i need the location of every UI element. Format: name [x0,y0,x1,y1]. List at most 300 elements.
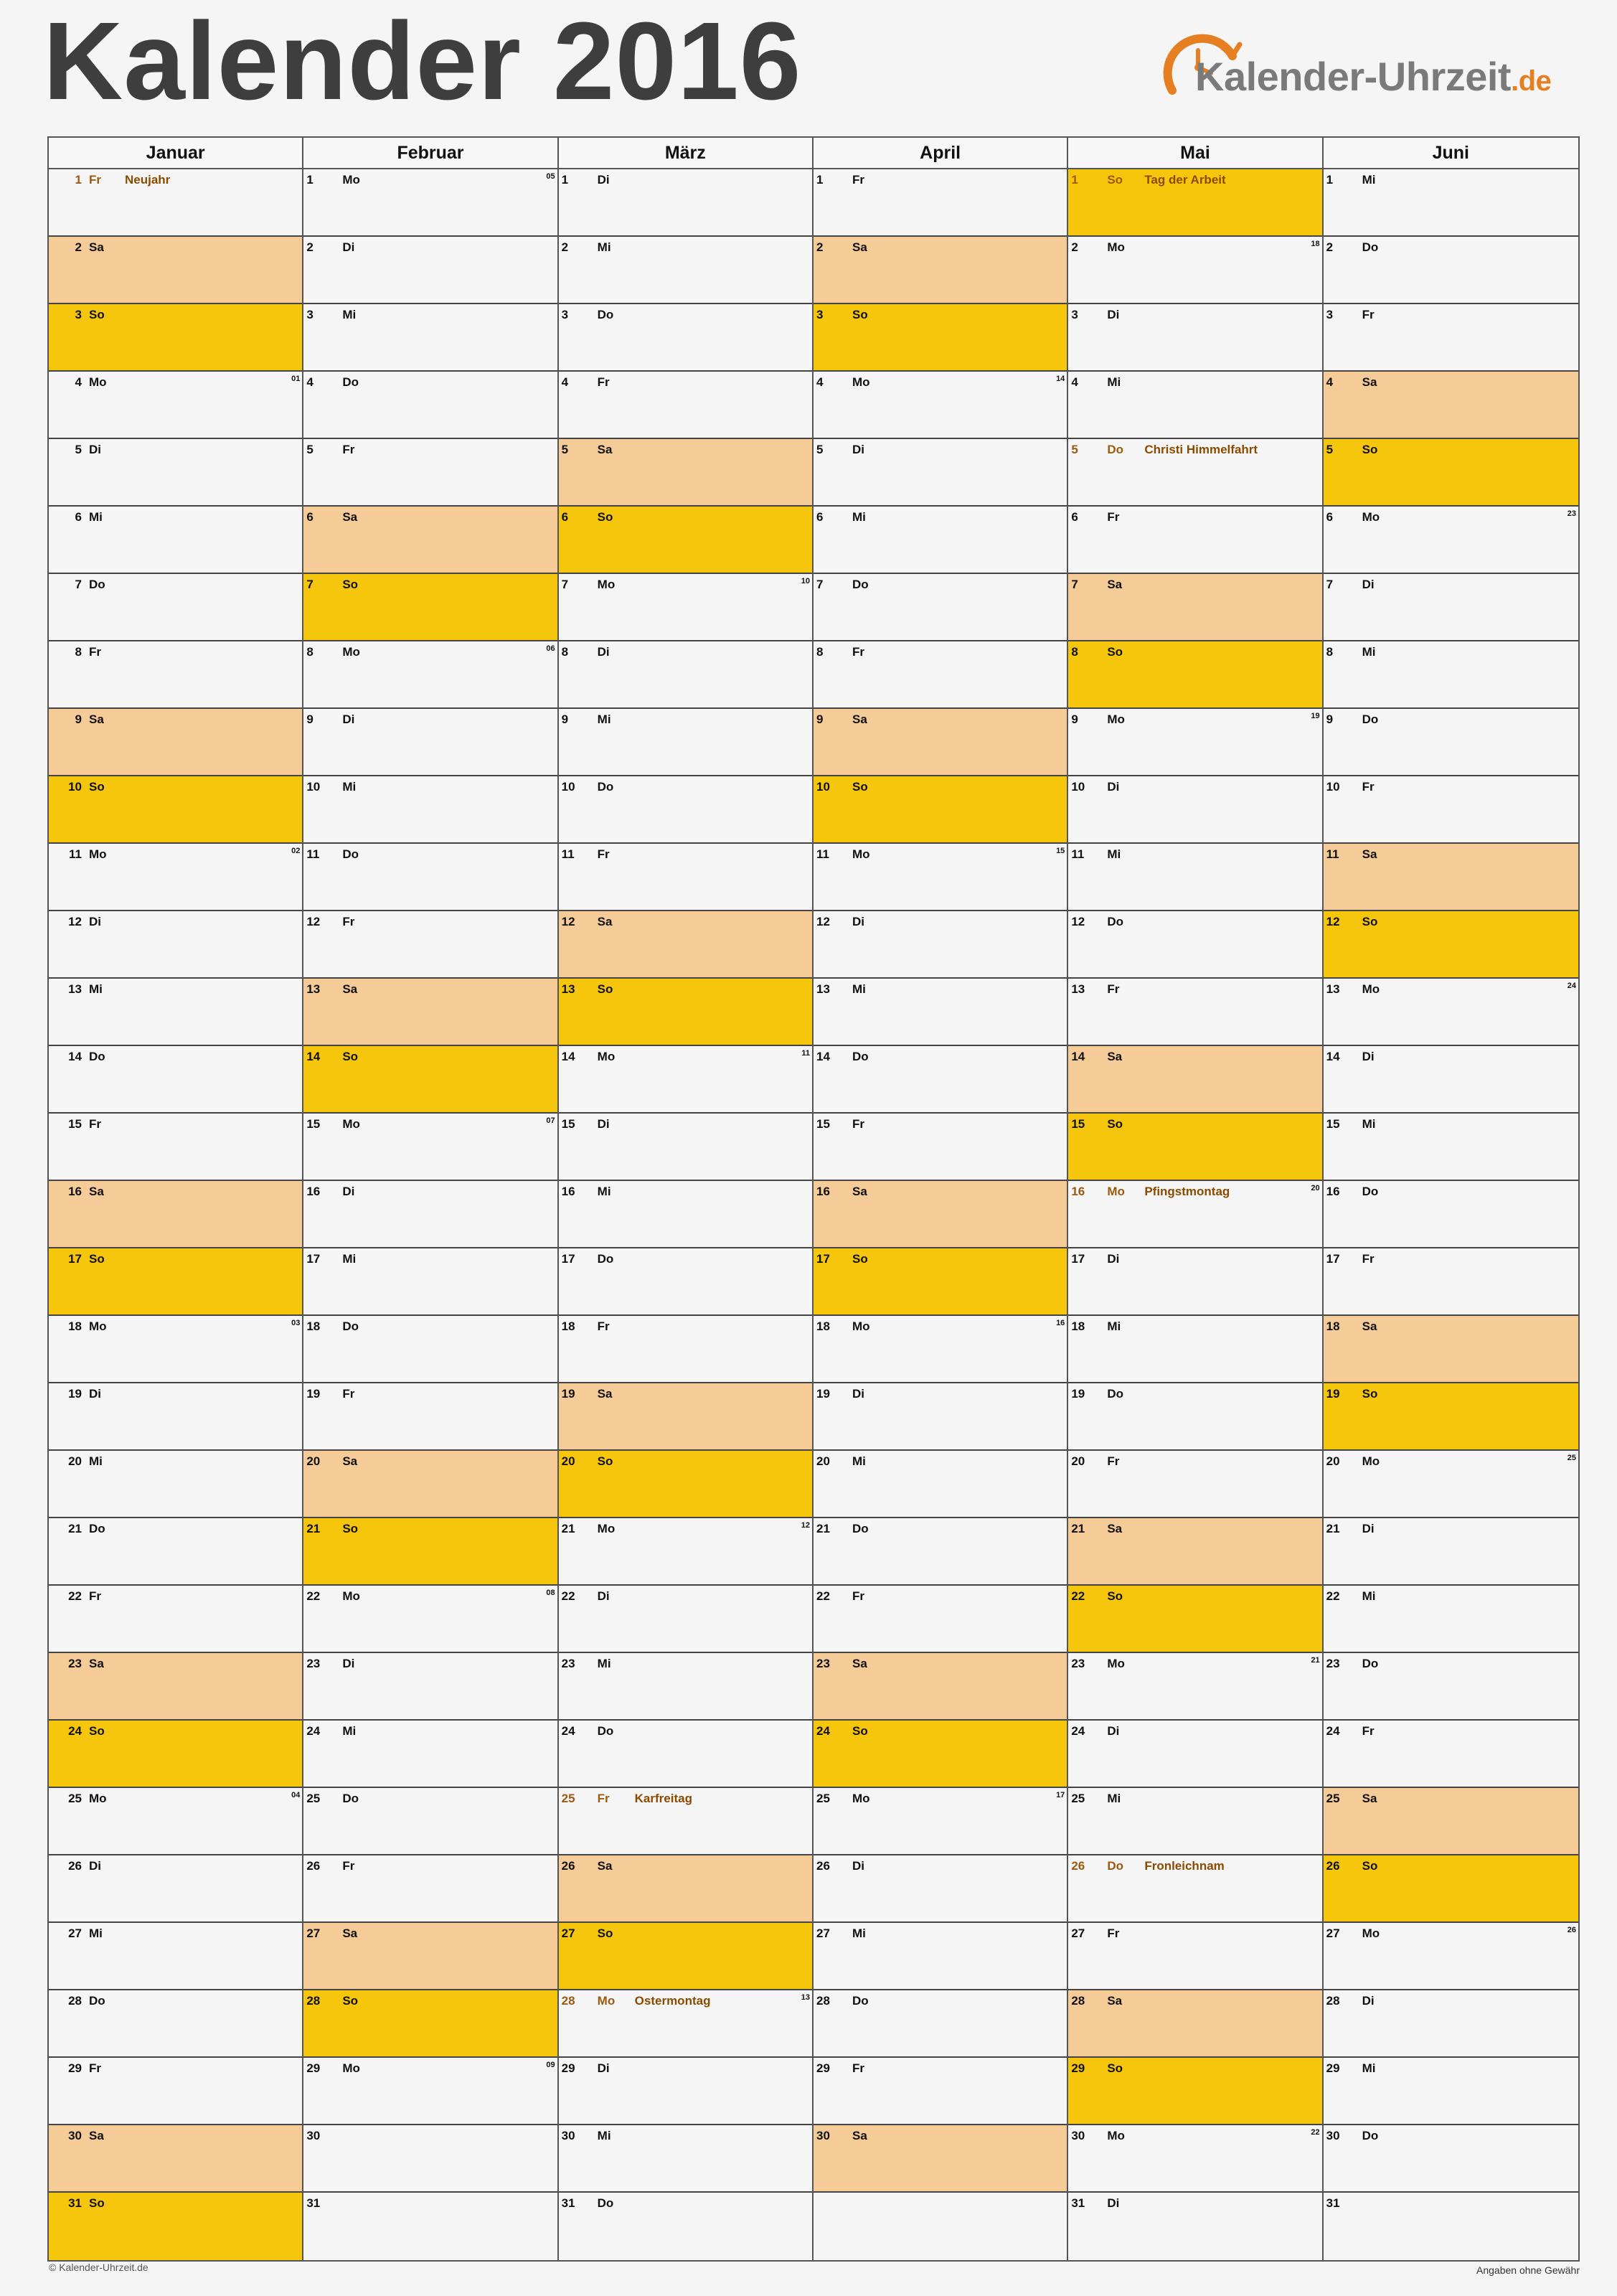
day-number: 13 [1326,982,1340,996]
day-cell [1068,911,1321,979]
day-number: 30 [561,2129,575,2142]
day-cell [1324,372,1578,439]
day-cell [49,844,302,911]
day-cell [559,2125,812,2193]
day-number: 22 [816,1589,830,1603]
day-cell [49,237,302,304]
weekday: Mi [1107,1319,1121,1333]
day-number: 11 [1071,847,1085,861]
day-cell [559,1114,812,1181]
week-number: 01 [291,375,301,383]
weekday: Di [89,1859,101,1873]
page-title: Kalender 2016 [43,0,802,123]
day-cell [49,1586,302,1653]
day-cell [814,1855,1067,1923]
day-cell [1068,1181,1321,1248]
day-cell [49,641,302,709]
day-cell [559,911,812,979]
weekday: Mi [852,1454,866,1468]
weekday: Fr [1362,780,1375,794]
day-cell [559,641,812,709]
weekday: Mo [597,1050,616,1063]
weekday: Fr [1362,308,1375,321]
day-cell [559,1248,812,1316]
day-number: 15 [1326,1117,1340,1131]
day-cell [49,1855,302,1923]
day-number: 19 [816,1387,830,1401]
weekday: Do [1107,1387,1123,1401]
week-number: 10 [801,577,810,585]
day-number: 8 [1326,645,1334,659]
month-column [1324,169,1578,2260]
day-cell [1324,574,1578,641]
weekday: Fr [89,2061,101,2075]
day-cell [303,1451,557,1518]
day-cell [303,237,557,304]
weekday: Di [597,2061,610,2075]
weekday: Sa [597,443,613,456]
weekday: So [852,308,868,321]
weekday: Do [1362,240,1379,254]
day-cell [1068,1046,1321,1114]
day-cell [1068,1990,1321,2058]
month-header: Januar [49,138,303,169]
day-cell [814,1788,1067,1855]
day-cell [559,1721,812,1788]
day-cell [814,169,1067,237]
weekday: Sa [89,1185,104,1198]
day-cell [303,169,557,237]
day-number: 30 [68,2129,82,2142]
weekday: Di [1107,308,1120,321]
weekday: Mo [852,847,870,861]
day-number: 2 [306,240,314,254]
weekday: Fr [597,1319,610,1333]
day-number: 9 [75,712,82,726]
week-number: 23 [1567,509,1576,518]
weekday: Fr [597,1792,610,1805]
day-cell [559,979,812,1046]
weekday: Mo [342,645,360,659]
day-cell [1324,2058,1578,2125]
day-cell [814,2193,1067,2260]
weekday: So [852,1724,868,1738]
day-number: 16 [306,1185,321,1198]
day-cell [1068,641,1321,709]
weekday: Mi [1362,1589,1376,1603]
weekday: Fr [342,915,355,928]
weekday: Mo [852,375,870,389]
day-cell [559,1923,812,1990]
day-number: 7 [1326,578,1334,591]
weekday: Mi [89,1454,103,1468]
weekday: So [89,308,105,321]
day-cell [49,709,302,776]
day-cell [814,1451,1067,1518]
weekday: Do [597,780,614,794]
day-number: 5 [75,443,82,456]
day-number: 21 [561,1522,575,1535]
weekday: Fr [89,1117,101,1131]
day-cell [559,304,812,372]
day-number: 30 [1071,2129,1085,2142]
day-cell [814,1653,1067,1721]
weekday: Do [852,1994,869,2008]
day-number: 16 [561,1185,575,1198]
day-cell [559,1383,812,1451]
weekday: Mo [1107,712,1125,726]
weekday: Di [1362,1522,1375,1535]
day-cell [49,169,302,237]
holiday-label: Pfingstmontag [1144,1185,1230,1198]
disclaimer: Angaben ohne Gewähr [1476,2264,1580,2276]
weekday: Sa [1362,1319,1377,1333]
day-cell [1324,237,1578,304]
day-number: 4 [75,375,82,389]
weekday: Sa [89,2129,104,2142]
day-number: 20 [68,1454,82,1468]
logo [1148,16,1578,113]
weekday: Di [1362,1050,1375,1063]
week-number: 22 [1311,2128,1320,2137]
day-number: 19 [1326,1387,1340,1401]
day-number: 9 [306,712,314,726]
day-cell [49,574,302,641]
day-cell [303,1046,557,1114]
holiday-label: Karfreitag [634,1792,692,1805]
day-number: 24 [561,1724,575,1738]
weekday: Mo [1362,1454,1380,1468]
day-cell [303,304,557,372]
day-cell [1068,2193,1321,2260]
month-column [49,169,303,2260]
weekday: Mo [1362,510,1380,524]
day-cell [1324,844,1578,911]
day-cell [1068,169,1321,237]
weekday: Mo [342,1589,360,1603]
day-number: 24 [1326,1724,1340,1738]
day-number: 8 [561,645,569,659]
weekday: Mo [89,375,107,389]
weekday: So [1362,1387,1378,1401]
weekday: Sa [1107,1050,1123,1063]
weekday: Di [852,1859,864,1873]
weekday: Sa [1362,375,1377,389]
month-column [1068,169,1323,2260]
day-number: 18 [561,1319,575,1333]
day-number: 23 [561,1657,575,1670]
day-number: 29 [1326,2061,1340,2075]
day-number: 21 [68,1522,82,1535]
day-cell [814,1383,1067,1451]
weekday: Mo [89,1319,107,1333]
weekday: So [597,1926,613,1940]
day-number: 14 [306,1050,321,1063]
day-number: 23 [1071,1657,1085,1670]
day-cell [559,507,812,574]
weekday: Sa [89,712,104,726]
weekday: Sa [852,712,867,726]
day-cell [814,1518,1067,1586]
weekday: So [1107,173,1123,187]
day-cell [814,507,1067,574]
day-cell [49,1990,302,2058]
day-cell [1068,237,1321,304]
day-cell [559,1788,812,1855]
day-cell [1324,1788,1578,1855]
day-cell [559,776,812,844]
weekday: Fr [597,375,610,389]
day-cell [1324,979,1578,1046]
weekday: So [597,1454,613,1468]
day-cell [303,641,557,709]
day-number: 2 [1071,240,1078,254]
day-number: 5 [306,443,314,456]
day-cell [1324,1855,1578,1923]
day-cell [303,709,557,776]
weekday: Do [89,1994,105,2008]
day-number: 25 [561,1792,575,1805]
week-number: 14 [1056,375,1065,383]
day-number: 19 [68,1387,82,1401]
day-cell [303,979,557,1046]
day-cell [1068,1923,1321,1990]
holiday-label: Fronleichnam [1144,1859,1225,1873]
day-cell [559,237,812,304]
day-cell [814,844,1067,911]
day-cell [1324,911,1578,979]
day-number: 19 [1071,1387,1085,1401]
day-cell [49,507,302,574]
day-cell [814,1586,1067,1653]
logo-tld: .de [1511,65,1552,97]
weekday: Di [1107,2196,1120,2210]
day-number: 8 [75,645,82,659]
weekday: Do [597,2196,614,2210]
weekday: Fr [1107,510,1120,524]
weekday: So [342,1994,359,2008]
day-cell [1068,372,1321,439]
day-cell [303,1586,557,1653]
day-cell [49,2125,302,2193]
day-cell [49,776,302,844]
day-number: 1 [306,173,314,187]
holiday-label: Christi Himmelfahrt [1144,443,1258,456]
day-cell [49,372,302,439]
day-number: 13 [561,982,575,996]
week-number: 18 [1311,240,1320,248]
weekday: Fr [89,645,101,659]
holiday-label: Tag der Arbeit [1144,173,1226,187]
weekday: Di [342,1185,355,1198]
weekday: Sa [89,1657,104,1670]
day-number: 5 [1071,443,1078,456]
day-number: 12 [1071,915,1085,928]
day-number: 6 [1071,510,1078,524]
weekday: So [89,780,105,794]
day-number: 27 [561,1926,575,1940]
week-number: 02 [291,847,301,855]
day-number: 23 [816,1657,830,1670]
day-number: 30 [1326,2129,1340,2142]
month-header-row [49,138,1578,169]
day-cell [49,2193,302,2260]
day-number: 22 [68,1589,82,1603]
day-number: 19 [306,1387,321,1401]
day-number: 29 [306,2061,321,2075]
day-number: 3 [1071,308,1078,321]
day-number: 20 [1071,1454,1085,1468]
weekday: Mi [89,982,103,996]
day-cell [49,1788,302,1855]
weekday: Do [342,1792,359,1805]
day-number: 1 [561,173,569,187]
day-number: 5 [561,443,569,456]
week-number: 03 [291,1319,301,1327]
weekday: Fr [852,1589,864,1603]
weekday: Sa [1362,1792,1377,1805]
day-cell [303,1181,557,1248]
weekday: Mi [1362,645,1376,659]
weekday: Mi [597,1657,611,1670]
weekday: Di [597,173,610,187]
day-number: 27 [306,1926,321,1940]
day-number: 26 [1071,1859,1085,1873]
day-number: 9 [561,712,569,726]
weekday: Di [852,443,864,456]
day-number: 7 [306,578,314,591]
weekday: Do [89,578,105,591]
day-number: 27 [68,1926,82,1940]
weekday: Mo [1107,1657,1125,1670]
day-number: 12 [306,915,321,928]
day-cell [814,979,1067,1046]
weekday: So [1107,645,1123,659]
day-cell [1068,776,1321,844]
day-number: 19 [561,1387,575,1401]
day-number: 4 [561,375,569,389]
week-number: 15 [1056,847,1065,855]
day-cell [1068,1383,1321,1451]
weekday: Di [597,1589,610,1603]
weekday: Mi [597,712,611,726]
day-number: 6 [561,510,569,524]
day-number: 27 [816,1926,830,1940]
day-cell [1324,1383,1578,1451]
day-number: 16 [816,1185,830,1198]
week-number: 25 [1567,1454,1576,1462]
day-cell [1068,1721,1321,1788]
weekday: Fr [89,173,101,187]
day-cell [559,844,812,911]
day-number: 10 [816,780,830,794]
weekday: Di [342,1657,355,1670]
day-cell [814,641,1067,709]
weekday: So [342,578,359,591]
weekday: Do [1362,1185,1379,1198]
month-columns [49,169,1578,2260]
weekday: Do [1362,712,1379,726]
holiday-label: Ostermontag [634,1994,711,2008]
day-number: 1 [816,173,824,187]
weekday: So [1362,915,1378,928]
day-cell [303,507,557,574]
day-cell [814,304,1067,372]
weekday: Di [1107,1724,1120,1738]
day-number: 7 [1071,578,1078,591]
day-number: 26 [816,1859,830,1873]
weekday: Sa [597,1859,613,1873]
weekday: Sa [1362,847,1377,861]
week-number: 05 [546,172,555,181]
weekday: Fr [852,645,864,659]
day-number: 1 [1326,173,1334,187]
day-number: 5 [1326,443,1334,456]
day-number: 23 [306,1657,321,1670]
weekday: Mi [1362,173,1376,187]
weekday: Mi [852,510,866,524]
weekday: Mi [89,1926,103,1940]
weekday: Mi [597,240,611,254]
day-cell [303,372,557,439]
day-number: 21 [1326,1522,1340,1535]
day-cell [49,1046,302,1114]
day-cell [814,1114,1067,1181]
weekday: So [89,1252,105,1266]
day-cell [1068,979,1321,1046]
weekday: Fr [342,1859,355,1873]
day-cell [1324,1990,1578,2058]
day-number: 11 [816,847,829,861]
day-number: 14 [68,1050,82,1063]
copyright: © Kalender-Uhrzeit.de [49,2262,148,2273]
weekday: Do [852,1522,869,1535]
day-number: 4 [816,375,824,389]
day-number: 3 [561,308,569,321]
day-number: 23 [1326,1657,1340,1670]
weekday: Mo [852,1792,870,1805]
day-cell [303,1383,557,1451]
weekday: Mi [1362,1117,1376,1131]
day-cell [49,1316,302,1383]
day-cell [1324,1586,1578,1653]
day-number: 22 [306,1589,321,1603]
weekday: Di [1362,1994,1375,2008]
week-number: 16 [1056,1319,1065,1327]
day-cell [814,1721,1067,1788]
weekday: Mi [1362,2061,1376,2075]
day-cell [814,574,1067,641]
day-cell [559,1181,812,1248]
weekday: Mo [1362,1926,1380,1940]
month-column [559,169,814,2260]
day-cell [1068,2058,1321,2125]
weekday: Sa [342,1926,358,1940]
day-cell [559,1316,812,1383]
day-cell [814,2058,1067,2125]
weekday: Fr [852,2061,864,2075]
day-cell [559,1518,812,1586]
weekday: So [1362,443,1378,456]
day-cell [1324,1248,1578,1316]
day-cell [1324,304,1578,372]
day-number: 31 [306,2196,321,2210]
weekday: Mi [342,1252,357,1266]
day-number: 2 [75,240,82,254]
weekday: Sa [89,240,104,254]
day-number: 24 [816,1724,830,1738]
weekday: Do [1362,1657,1379,1670]
